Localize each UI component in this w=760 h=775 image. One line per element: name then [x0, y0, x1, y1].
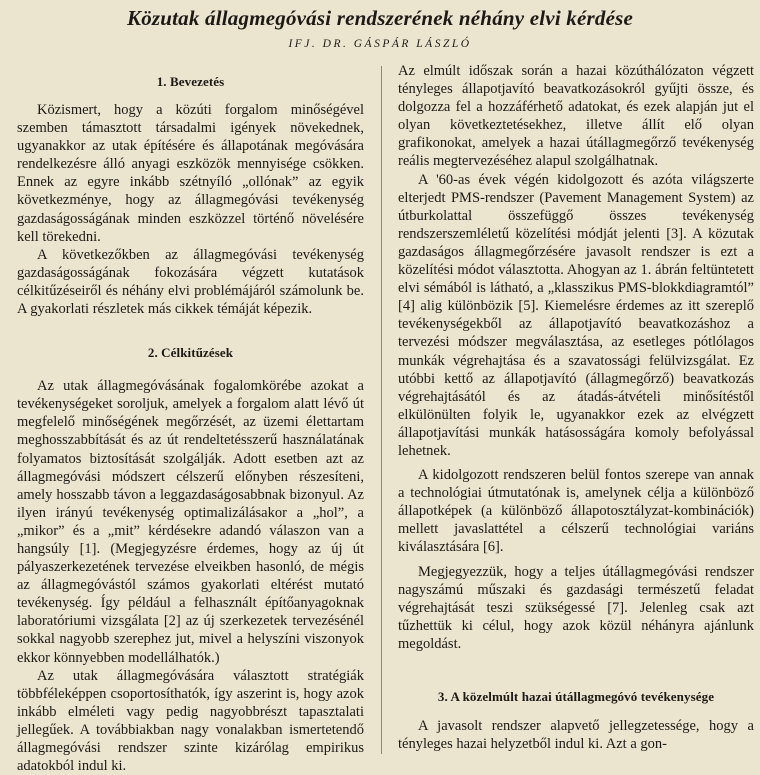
right-column — [398, 62, 754, 753]
paragraph: Az utak állagmegóvására választott stratégiák többféleképpen csoportosíthatók, így aszerint is, hogy azok inkább elméleti vagy pedig nagyobbrészt tapasztalati jellegűek. A továbbiakban nagy vonalakban ismertetendő állagmegóvási rendszer szinte kizárólag empirikus adatokból indul ki. — [17, 667, 364, 775]
paragraph: Közismert, hogy a közúti forgalom minőségével szemben támasztott társadalmi igények növekednek, ugyanakkor az utak építésére és állapotának megóvására rendelkezésre álló anyagi eszközök mennyisége csökken. Ennek az egyre inkább szétnyíló „ollónak” az egyik következménye, hogy az állagmegóvási tevékenység gazdaságosságának minden eszközzel történő növelésére kell törekedni. — [17, 102, 364, 245]
article-title: Közutak állagmegóvási rendszerének néhány elvi kérdése — [126, 6, 634, 30]
paragraph: Megjegyezzük, hogy a teljes útállagmegóvási rendszer nagyszámú műszaki és gazdasági természetű feladat végrehajtását teszi szükségessé [7]. Jelenleg csak azt tűzhettük ki célul, hogy azok közül néhányra ajánlunk megoldást. — [398, 563, 754, 652]
section-heading-kozelmult: 3. A közelmúlt hazai útállagmegóvó tevékenysége — [437, 689, 715, 704]
paragraph: A javasolt rendszer alapvető jellegzetessége, hogy a tényleges hazai helyzetből indul ki. Azt a gon- — [398, 718, 754, 753]
paragraph: A következőkben az állagmegóvási tevékenység gazdaságosságának fokozására végzett kutatások célkitűzéseiről és néhány elvi problémájáról számolunk be. A gyakorlati részletek más cikkek témáját képezik. — [17, 246, 364, 318]
paragraph: Az utak állagmegóvásának fogalomkörébe azokat a tevékenységeket soroljuk, amelyek a forgalom alatt lévő út megfelelő minőségének megőrzését, az üzemi élettartam meghosszabbítását és az út rendeltetésszerű használatának folyamatos biztosítását szolgálják. Adott esetben azt az állagmegóvási módszert célszerű előnyben részesíteni, amely hosszabb távon a leggazdaságosabbnak bizonyul. Az ilyen irányú tevékenység optimalizálásakor a „hol”, a „mikor” és a „mit” kérdésekre adandó válaszon van a hangsúly [1]. (Megjegyzésre érdemes, hogy az új út pályaszerkezetének tervezése elveikben hasonló, de mégis az állagmegóvástól számos gyakorlati eltérést mutató tevékenység. Így például a felhasznált építőanyagoknak laboratóriumi vizsgálata [2] az új szerkezetek tervezésénél sokkal nagyobb szerephez jut, mivel a helyszíni viszonyok ekkor könnyebben modellálhatók.) — [17, 378, 364, 666]
paragraph: Az elmúlt időszak során a hazai közúthálózaton végzett tényleges állapotjavító beavatkozásokról gyűjti össze, és dolgozza fel a hozzáférhető adatokat, és ezek alapján jut el olyan következtetésekhez, illetve állít elő olyan grafikonokat, amelyek a hazai útállagmegőrző tevékenység reális megtervezéséhez alapul szolgálhatnak. — [398, 63, 754, 170]
section-heading-celkituzesek: 2. Célkitűzések — [147, 345, 234, 361]
column-divider — [381, 66, 382, 754]
section-heading-bevezetes: 1. Bevezetés — [156, 74, 225, 89]
paragraph: A kidolgozott rendszeren belül fontos szerepe van annak a technológiai útmutatónak is, amelynek célja a különböző állapotképek (a különböző állapotosztályzat-kombinációk) mellett javaslattétel a célszerű technológiai variáns kiválasztására [6]. — [398, 467, 754, 556]
left-column — [17, 62, 364, 775]
article-author: IFJ. DR. GÁSPÁR LÁSZLÓ — [288, 38, 472, 50]
paragraph: A '60-as évek végén kidolgozott és azóta világszerte elterjedt PMS-rendszer (Pavement Management System) az útburkolattal összefüggő összes tevékenység rendszerszemléletű közelítési módját jelenti [3]. A közutak gazdaságos állagmegőrzésére javasolt rendszer is ezt a közelítési módot választotta. Ahogyan az 1. ábrán feltüntetett elvi sémából is látható, a „klasszikus PMS-blokkdiagramtól” [4] alig különbözik [5]. Kiemelésre érdemes az itt szereplő tevékenységekből az állapotjavító beavatkozáshoz a tervezési módszer megválasztása, az esetleges pótlólagos munkák végrehajtása és a szavatossági felülvizsgálat. Ez utóbbi kettő az állapotjavító (állagmegőrző) beavatkozás végrehajtásától és az átadás-átvételi minősítéstől elkülönülten folyik le, ugyanakkor ezek az elvégzett állapotjavítási munkák hatásosságára komoly befolyással lehetnek. — [398, 171, 754, 459]
